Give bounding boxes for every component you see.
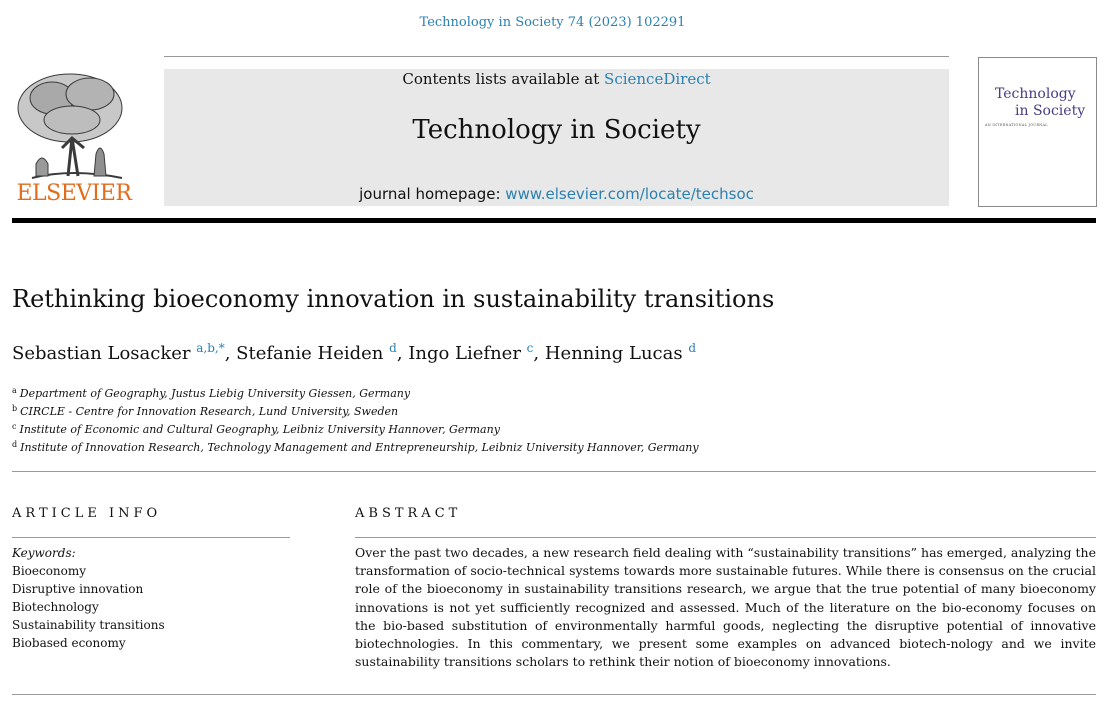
cover-title-line2: in Society <box>1015 103 1086 119</box>
affiliation-text: Department of Geography, Justus Liebig University Giessen, Germany <box>19 387 411 400</box>
homepage-prefix: journal homepage: <box>359 185 506 203</box>
keyword-item: Disruptive innovation <box>12 582 144 596</box>
journal-title: Technology in Society <box>412 115 701 145</box>
cover-title-line1: Technology <box>995 86 1076 102</box>
author-name[interactable]: Henning Lucas <box>544 343 683 364</box>
affiliation-text: Institute of Innovation Research, Technology Management and Entrepreneurship, Leibniz University Hannover, Germany <box>20 441 699 454</box>
author-name[interactable]: Ingo Liefner <box>408 343 521 364</box>
contents-line <box>164 70 949 88</box>
contents-prefix: Contents lists available at <box>402 70 605 88</box>
journal-reference-link[interactable]: Technology in Society 74 (2023) 102291 <box>419 15 686 30</box>
affiliation-mark: a <box>12 386 17 395</box>
article-title: Rethinking bioeconomy innovation in sustainability transitions <box>12 285 775 313</box>
article-info-heading: ARTICLE INFO <box>12 506 162 521</box>
affiliation-mark: d <box>12 440 18 449</box>
keywords-list <box>12 544 165 652</box>
author-affiliation-marks[interactable]: d <box>389 341 397 355</box>
author-affiliation-marks[interactable]: d <box>688 341 697 355</box>
journal-reference[interactable] <box>0 15 1105 30</box>
affiliation-list <box>12 382 699 454</box>
affiliation-text: CIRCLE - Centre for Innovation Research, Lund University, Sweden <box>20 405 399 418</box>
abstract-divider <box>355 537 1096 538</box>
keyword-item: Bioeconomy <box>12 564 87 578</box>
author-name[interactable]: Sebastian Losacker <box>12 343 191 364</box>
affiliation-item <box>12 436 699 454</box>
bottom-divider <box>12 694 1096 695</box>
homepage-line <box>164 185 949 203</box>
sciencedirect-link[interactable]: ScienceDirect <box>604 70 711 88</box>
abstract-text: Over the past two decades, a new research field dealing with “sustainability transitions” has emerged, analyzing the transformation of socio-technical systems towards more sustainable futures. While there is consensus on the crucial role of the bioeconomy in sustainability transitions research, we argue that the true potential of many bioeconomy innovations is not yet sufficiently recognized and assessed. Much of the literature on the bio-economy focuses on the bio-based substitution of environmentally harmful goods, neglecting the disruptive potential of innovative biotechnologies. In this commentary, we present some examples on advanced biotech-nology and we invite sustainability transitions scholars to rethink their notion of bioeconomy innovations. <box>355 545 1096 670</box>
keyword-item: Sustainability transitions <box>12 618 165 632</box>
affiliation-item <box>12 382 699 400</box>
homepage-link[interactable]: www.elsevier.com/locate/techsoc <box>505 185 754 203</box>
author-affiliation-marks[interactable]: a,b,* <box>196 341 225 355</box>
affiliation-item <box>12 400 699 418</box>
author-list: Sebastian Losacker $^{a,b,*}$, Stefanie Heiden $^d$, Ingo Liefner $^c$, Henning Lucas $^d$ <box>12 341 697 364</box>
abstract-heading: ABSTRACT <box>355 506 462 521</box>
affiliation-mark: c <box>12 422 17 431</box>
article-info-divider <box>12 537 290 538</box>
journal-cover-thumbnail[interactable] <box>978 57 1097 207</box>
header-divider <box>12 218 1096 223</box>
author-affiliation-marks[interactable]: c <box>526 341 534 355</box>
publisher-name: ELSEVIER <box>16 181 132 206</box>
section-divider <box>12 471 1096 472</box>
author-name[interactable]: Stefanie Heiden <box>236 343 384 364</box>
keyword-item: Biobased economy <box>12 636 126 650</box>
keyword-item: Biotechnology <box>12 600 99 614</box>
top-divider <box>164 56 949 57</box>
affiliation-mark: b <box>12 404 18 413</box>
cover-subtitle: AN INTERNATIONAL JOURNAL <box>985 123 1048 127</box>
keywords-label: Keywords: <box>12 546 76 560</box>
affiliation-text: Institute of Economic and Cultural Geography, Leibniz University Hannover, Germany <box>19 423 500 436</box>
journal-masthead <box>164 69 949 206</box>
affiliation-item <box>12 418 699 436</box>
